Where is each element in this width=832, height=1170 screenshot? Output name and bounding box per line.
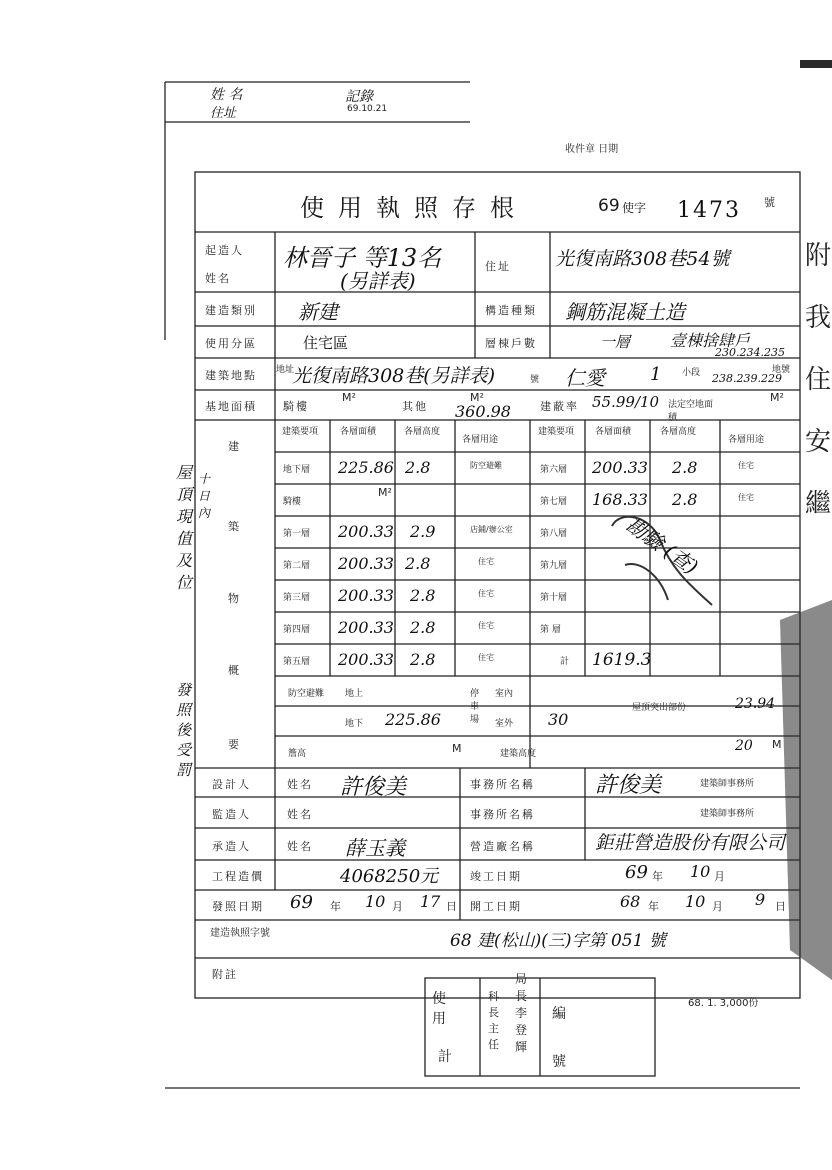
label-start-date: 開工日期 bbox=[470, 900, 522, 913]
label-site-lot-num: 地號 bbox=[772, 365, 791, 375]
builder-name-2: (另詳表) bbox=[340, 269, 416, 293]
form-title: 使用執照存根 bbox=[300, 194, 528, 222]
seal-right: 編號 bbox=[552, 1006, 568, 1070]
label-floors: 層棟戶數 bbox=[485, 337, 537, 350]
base-other-value: 360.98 bbox=[455, 402, 511, 421]
row-f8-label: 第八層 bbox=[540, 529, 568, 539]
unit-other: M² bbox=[470, 391, 484, 404]
unit-arcade: M² bbox=[342, 391, 356, 404]
label-site-prefix: 地址 bbox=[276, 365, 295, 375]
start-day-char: 日 bbox=[775, 900, 786, 913]
label-other: 其他 bbox=[402, 400, 428, 413]
label-building-3: 物 bbox=[228, 592, 241, 605]
label-building-4: 概 bbox=[228, 664, 241, 677]
start-month-char: 月 bbox=[712, 900, 723, 913]
row-f7-h: 2.8 bbox=[672, 490, 698, 509]
row-f4-area: 200.33 bbox=[338, 618, 394, 637]
label-address: 住址 bbox=[485, 260, 511, 273]
head-area-left: 各層面積 bbox=[340, 427, 377, 437]
head-height-left: 各層高度 bbox=[404, 427, 441, 437]
head-area-right: 各層面積 bbox=[595, 427, 632, 437]
label-parking: 停車場 bbox=[470, 689, 480, 725]
site-address: 光復南路308巷(另詳表) bbox=[292, 365, 496, 387]
top-stamp-mid: 記錄 bbox=[345, 89, 373, 105]
label-indoor: 室內 bbox=[495, 689, 514, 699]
row-f6-area: 200.33 bbox=[592, 458, 648, 477]
head-height-right: 各層高度 bbox=[660, 427, 697, 437]
form-year: 69 bbox=[598, 196, 620, 216]
row-f5-area: 200.33 bbox=[338, 650, 394, 669]
structure-value: 鋼筋混凝土造 bbox=[565, 300, 685, 324]
top-stamp-left-sub: 住址 bbox=[210, 106, 237, 121]
row-f3-use: 住宅 bbox=[478, 589, 494, 598]
row-f4-h: 2.8 bbox=[410, 618, 436, 637]
seal-left-2: 計 bbox=[438, 1049, 454, 1065]
builder-address: 光復南路308巷54號 bbox=[555, 248, 730, 270]
units-value: 壹棟捨肆戶 bbox=[670, 331, 751, 350]
row-f1-area: 200.33 bbox=[338, 522, 394, 541]
complete-month-char: 月 bbox=[714, 870, 725, 883]
label-roof-proj: 屋頂突出部份 bbox=[632, 703, 687, 713]
head-use-left: 各層用途 bbox=[462, 435, 499, 445]
site-sub: 1 bbox=[650, 364, 662, 385]
row-total-area: 1619.3 bbox=[592, 650, 652, 670]
floors-value: 一層 bbox=[600, 333, 631, 351]
build-type-value: 新建 bbox=[298, 300, 338, 324]
issue-month-char: 月 bbox=[392, 900, 403, 913]
builder-name: 林晉子 等13名 bbox=[283, 244, 442, 272]
row-f2-area: 200.33 bbox=[338, 554, 394, 573]
label-building-5: 要 bbox=[228, 738, 241, 751]
row-f1-use: 店鋪/辦公室 bbox=[470, 525, 513, 534]
roof-value: 23.94 bbox=[735, 696, 776, 712]
row-f2-h: 2.8 bbox=[405, 554, 431, 573]
round-stamp-text: 勘驗 (查) bbox=[621, 512, 703, 580]
row-basement-label: 地下層 bbox=[283, 465, 311, 475]
row-f1-label: 第一層 bbox=[283, 529, 311, 539]
row-f3-area: 200.33 bbox=[338, 586, 394, 605]
label-base-area: 基地面積 bbox=[205, 400, 257, 413]
form-serial-suffix: 號 bbox=[764, 196, 775, 209]
row-f10-label: 第十層 bbox=[540, 593, 568, 603]
issue-year-char: 年 bbox=[330, 900, 341, 913]
designer-name: 許俊美 bbox=[340, 775, 407, 800]
contractor-name: 薛玉義 bbox=[345, 836, 405, 860]
use-zone-value: 住宅區 bbox=[303, 334, 349, 352]
top-stamp-mid-date: 69.10.21 bbox=[347, 104, 388, 114]
complete-year: 69 bbox=[625, 862, 648, 883]
site-lots-2: 238.239.229 bbox=[712, 372, 782, 385]
head-use-right: 各層用途 bbox=[728, 435, 765, 445]
parking-out-value: 30 bbox=[548, 710, 569, 729]
coverage-value: 55.99/10 bbox=[592, 393, 660, 411]
label-build-type: 建造類別 bbox=[205, 304, 257, 317]
label-site: 建築地點 bbox=[205, 369, 257, 382]
seal-left-1: 使用 bbox=[432, 991, 448, 1027]
label-issue-date: 發照日期 bbox=[212, 900, 264, 913]
label-building-1: 建 bbox=[228, 440, 241, 453]
label-eaves: 簷高 bbox=[288, 749, 307, 759]
footer-print: 68. 1. 3,000份 bbox=[688, 998, 759, 1009]
label-designer: 設計人 bbox=[212, 778, 251, 791]
label-supervisor-firm: 事務所名稱 bbox=[470, 808, 535, 821]
row-arcade-unit: M² bbox=[378, 486, 392, 499]
label-shelter-under: 地下 bbox=[345, 719, 364, 729]
label-supervisor-firm-reg: 建築師事務所 bbox=[700, 809, 755, 819]
row-basement-use: 防空避難 bbox=[470, 461, 502, 470]
row-fn-label: 第 層 bbox=[540, 625, 561, 635]
row-f1-h: 2.9 bbox=[410, 522, 436, 541]
row-f7-label: 第七層 bbox=[540, 497, 568, 507]
label-complete-date: 竣工日期 bbox=[470, 870, 522, 883]
label-notes: 附註 bbox=[212, 968, 238, 981]
seal-mid-2: 局長 李登輝 bbox=[515, 972, 528, 1054]
row-f6-use: 住宅 bbox=[738, 461, 754, 470]
label-builder: 起造人 bbox=[205, 244, 244, 257]
row-f9-label: 第九層 bbox=[540, 561, 568, 571]
height-value: 20 bbox=[735, 738, 753, 754]
label-arcade: 騎樓 bbox=[283, 400, 309, 413]
label-building-2: 築 bbox=[228, 520, 241, 533]
row-f4-use: 住宅 bbox=[478, 621, 494, 630]
head-floor-right: 建築要項 bbox=[538, 427, 575, 437]
issue-day-char: 日 bbox=[446, 900, 457, 913]
row-f3-label: 第三層 bbox=[283, 593, 311, 603]
label-designer-sign: 姓名 bbox=[287, 778, 313, 791]
row-basement-area: 225.86 bbox=[338, 458, 394, 477]
form-type-char: 使字 bbox=[622, 201, 647, 215]
label-site-lot: 小段 bbox=[682, 368, 701, 378]
label-cost: 工程造價 bbox=[212, 870, 264, 883]
label-coverage: 建蔽率 bbox=[540, 400, 579, 413]
label-supervisor: 監造人 bbox=[212, 808, 251, 821]
label-supervisor-name: 姓名 bbox=[287, 808, 313, 821]
row-f5-h: 2.8 bbox=[410, 650, 436, 669]
unit-legal-open: M² bbox=[770, 391, 784, 404]
issue-month: 10 bbox=[365, 892, 386, 911]
label-contractor-company: 營造廠名稱 bbox=[470, 840, 535, 853]
head-floor-left: 建築要項 bbox=[282, 427, 319, 437]
label-site-no: 號 bbox=[530, 375, 540, 385]
label-shelter-ground: 地上 bbox=[345, 689, 364, 699]
row-f3-h: 2.8 bbox=[410, 586, 436, 605]
start-year-char: 年 bbox=[648, 900, 659, 913]
form-serial: 1473 bbox=[677, 198, 741, 223]
label-contractor-name: 姓名 bbox=[287, 840, 313, 853]
margin-left-note-3: 發照後受罰 bbox=[176, 681, 192, 779]
row-f4-label: 第四層 bbox=[283, 625, 311, 635]
row-arcade-label: 騎樓 bbox=[283, 497, 302, 507]
shelter-under-value: 225.86 bbox=[385, 710, 441, 729]
label-shelter-1: 防空避難 bbox=[288, 689, 325, 699]
complete-year-char: 年 bbox=[652, 870, 663, 883]
row-f6-h: 2.8 bbox=[672, 458, 698, 477]
unit-eaves: M bbox=[452, 742, 462, 755]
label-name: 姓名 bbox=[205, 272, 231, 285]
permit-value: 68 建(松山)(三)字第 051 號 bbox=[450, 931, 666, 951]
site-lots-top: 230.234.235 bbox=[715, 346, 785, 359]
top-stamp-left: 姓 名 bbox=[210, 87, 243, 103]
unit-height: M bbox=[772, 738, 782, 751]
site-section: 仁愛 bbox=[565, 366, 605, 390]
label-outdoor: 室外 bbox=[495, 719, 514, 729]
row-f6-label: 第六層 bbox=[540, 465, 568, 475]
issue-day: 17 bbox=[420, 892, 441, 911]
row-f5-use: 住宅 bbox=[478, 653, 494, 662]
row-basement-h: 2.8 bbox=[405, 458, 431, 477]
margin-right-chars: 附 我 住 安 繼 bbox=[805, 241, 832, 519]
seal-mid-1: 科長 主任 bbox=[488, 990, 499, 1051]
designer-firm-name: 許俊美 bbox=[595, 773, 662, 798]
top-right-stamp: 收件章 日期 bbox=[565, 144, 619, 155]
label-permit-no: 建造執照字號 bbox=[210, 928, 270, 939]
start-month: 10 bbox=[685, 892, 706, 911]
start-year: 68 bbox=[620, 892, 641, 911]
start-day: 9 bbox=[755, 890, 766, 909]
label-use-zone: 使用分區 bbox=[205, 337, 257, 350]
cost-value: 4068250元 bbox=[340, 866, 439, 887]
label-firm-reg: 建築師事務所 bbox=[700, 779, 755, 789]
label-structure: 構造種類 bbox=[485, 304, 537, 317]
contractor-company: 鉅莊營造股份有限公司 bbox=[595, 832, 786, 854]
issue-year: 69 bbox=[290, 892, 313, 913]
margin-left-note-1: 屋頂現值及位 bbox=[176, 463, 193, 592]
row-f2-label: 第二層 bbox=[283, 561, 311, 571]
row-total-label: 計 bbox=[560, 657, 570, 667]
margin-left-note-2: 十日內 bbox=[198, 472, 211, 520]
row-f7-area: 168.33 bbox=[592, 490, 648, 509]
complete-month: 10 bbox=[690, 862, 711, 881]
row-f7-use: 住宅 bbox=[738, 493, 754, 502]
label-bldg-height: 建築高度 bbox=[500, 749, 537, 759]
row-f5-label: 第五層 bbox=[283, 657, 311, 667]
label-contractor: 承造人 bbox=[212, 840, 251, 853]
label-legal-open: 法定空地面積 bbox=[668, 400, 714, 423]
label-designer-firm: 事務所名稱 bbox=[470, 778, 535, 791]
row-f2-use: 住宅 bbox=[478, 557, 494, 566]
